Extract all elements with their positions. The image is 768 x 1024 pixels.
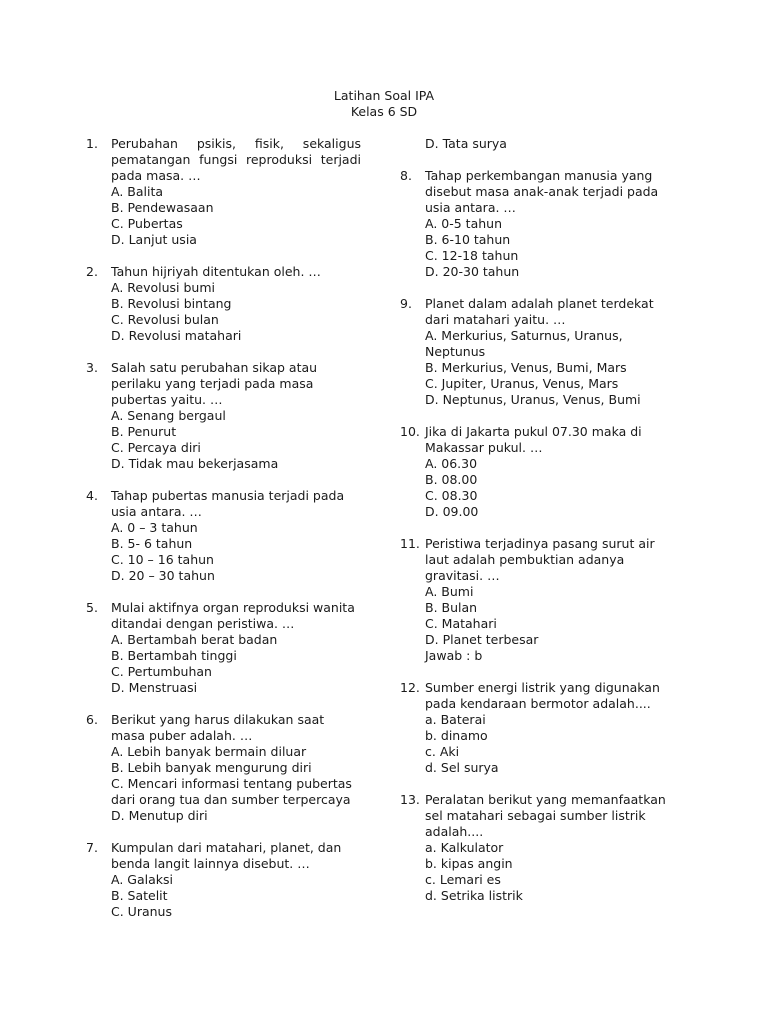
answer-option: D. Tidak mau bekerjasama bbox=[111, 456, 279, 471]
question-text: Berikut yang harus dilakukan saat masa puber adalah. … bbox=[111, 712, 325, 743]
answer-option: D. 20-30 tahun bbox=[425, 264, 520, 279]
answer-option: D. Menutup diri bbox=[111, 808, 208, 823]
answer-option: C. Mencari informasi tentang pubertas dari orang tua dan sumber terpercaya bbox=[111, 776, 352, 807]
question-number: 2. bbox=[86, 264, 98, 279]
question-text: Peristiwa terjadinya pasang surut air laut adalah pembuktian adanya gravitasi. … bbox=[425, 536, 655, 583]
question-text: Sumber energi listrik yang digunakan pada kendaraan bermotor adalah.... bbox=[425, 680, 660, 711]
answer-option: B. Bertambah tinggi bbox=[111, 648, 237, 663]
document-subtitle: Kelas 6 SD bbox=[350, 104, 418, 119]
answer-option: D. Revolusi matahari bbox=[111, 328, 242, 343]
answer-option: c. Aki bbox=[425, 744, 460, 759]
answer-option: A. Balita bbox=[111, 184, 164, 199]
answer-option: D. Neptunus, Uranus, Venus, Bumi bbox=[425, 392, 641, 407]
answer-option: B. Lebih banyak mengurung diri bbox=[111, 760, 312, 775]
answer-option: A. Revolusi bumi bbox=[111, 280, 215, 295]
question-number: 3. bbox=[86, 360, 98, 375]
question-text: Tahap pubertas manusia terjadi pada usia antara. … bbox=[111, 488, 345, 519]
question-2 bbox=[86, 264, 361, 344]
answer-option: D. Planet terbesar bbox=[425, 632, 539, 647]
answer-option: C. 12-18 tahun bbox=[425, 248, 519, 263]
answer-option: A. Bumi bbox=[425, 584, 474, 599]
right-column bbox=[400, 136, 675, 920]
answer-option: C. Revolusi bulan bbox=[111, 312, 219, 327]
question-number: 9. bbox=[400, 296, 412, 311]
question-1 bbox=[86, 136, 361, 248]
answer-option: B. Satelit bbox=[111, 888, 168, 903]
answer-option: C. Pertumbuhan bbox=[111, 664, 212, 679]
answer-option: A. Galaksi bbox=[111, 872, 173, 887]
answer-option: B. Bulan bbox=[425, 600, 478, 615]
answer-option: A. 06.30 bbox=[425, 456, 478, 471]
answer-option: B. 08.00 bbox=[425, 472, 478, 487]
question-3 bbox=[86, 360, 361, 472]
question-number: 10. bbox=[400, 424, 420, 439]
answer-key: Jawab : b bbox=[425, 648, 483, 663]
answer-option: A. Lebih banyak bermain diluar bbox=[111, 744, 307, 759]
answer-option: C. Matahari bbox=[425, 616, 497, 631]
question-number: 12. bbox=[400, 680, 420, 695]
answer-option: C. 08.30 bbox=[425, 488, 478, 503]
question-text: Mulai aktifnya organ reproduksi wanita ditandai dengan peristiwa. … bbox=[111, 600, 355, 631]
answer-option: C. Uranus bbox=[111, 904, 172, 919]
answer-option: A. 0 – 3 tahun bbox=[111, 520, 198, 535]
answer-option: B. Penurut bbox=[111, 424, 177, 439]
answer-option: c. Lemari es bbox=[425, 872, 501, 887]
left-column bbox=[86, 136, 361, 936]
answer-option: a. Kalkulator bbox=[425, 840, 504, 855]
answer-option: D. Lanjut usia bbox=[111, 232, 197, 247]
question-text: Planet dalam adalah planet terdekat dari matahari yaitu. … bbox=[425, 296, 654, 327]
document-title: Latihan Soal IPA bbox=[333, 88, 435, 103]
question-number: 7. bbox=[86, 840, 98, 855]
answer-option: d. Setrika listrik bbox=[425, 888, 523, 903]
answer-option: A. Bertambah berat badan bbox=[111, 632, 278, 647]
question-number: 13. bbox=[400, 792, 420, 807]
question-text: Perubahan psikis, fisik, sekaligus pematangan fungsi reproduksi terjadi pada masa. … bbox=[111, 136, 361, 183]
question-6 bbox=[86, 712, 361, 824]
answer-option: A. 0-5 tahun bbox=[425, 216, 502, 231]
answer-option: C. Percaya diri bbox=[111, 440, 201, 455]
question-text: Jika di Jakarta pukul 07.30 maka di Makassar pukul. … bbox=[425, 424, 642, 455]
answer-option: B. 5- 6 tahun bbox=[111, 536, 193, 551]
question-number: 6. bbox=[86, 712, 98, 727]
question-number: 1. bbox=[86, 136, 98, 151]
answer-option: C. 10 – 16 tahun bbox=[111, 552, 214, 567]
answer-option: a. Baterai bbox=[425, 712, 486, 727]
question-number: 8. bbox=[400, 168, 412, 183]
question-10 bbox=[400, 424, 675, 520]
answer-option: B. Merkurius, Venus, Bumi, Mars bbox=[425, 360, 627, 375]
answer-option: B. Revolusi bintang bbox=[111, 296, 232, 311]
answer-option: b. dinamo bbox=[425, 728, 488, 743]
answer-option: D. 20 – 30 tahun bbox=[111, 568, 215, 583]
answer-option: B. Pendewasaan bbox=[111, 200, 214, 215]
answer-option: D. 09.00 bbox=[425, 504, 479, 519]
question-8 bbox=[400, 168, 675, 280]
question-12 bbox=[400, 680, 675, 776]
question-4 bbox=[86, 488, 361, 584]
document-header bbox=[0, 88, 768, 120]
question-11 bbox=[400, 536, 675, 664]
question-text: Peralatan berikut yang memanfaatkan sel matahari sebagai sumber listrik adalah.... bbox=[425, 792, 666, 839]
answer-option: D. Menstruasi bbox=[111, 680, 198, 695]
question-number: 11. bbox=[400, 536, 420, 551]
answer-option: b. kipas angin bbox=[425, 856, 513, 871]
question-text: Kumpulan dari matahari, planet, dan benda langit lainnya disebut. … bbox=[111, 840, 342, 871]
question-7-continuation: D. Tata surya bbox=[425, 136, 507, 151]
answer-option: A. Senang bergaul bbox=[111, 408, 226, 423]
question-9 bbox=[400, 296, 675, 408]
question-7 bbox=[86, 840, 361, 920]
question-number: 5. bbox=[86, 600, 98, 615]
question-text: Salah satu perubahan sikap atau perilaku yang terjadi pada masa pubertas yaitu. … bbox=[111, 360, 318, 407]
answer-option: d. Sel surya bbox=[425, 760, 499, 775]
question-text: Tahun hijriyah ditentukan oleh. … bbox=[111, 264, 321, 279]
question-5 bbox=[86, 600, 361, 696]
answer-option: B. 6-10 tahun bbox=[425, 232, 511, 247]
question-13 bbox=[400, 792, 675, 904]
answer-option: C. Jupiter, Uranus, Venus, Mars bbox=[425, 376, 619, 391]
question-number: 4. bbox=[86, 488, 98, 503]
answer-option: C. Pubertas bbox=[111, 216, 183, 231]
question-text: Tahap perkembangan manusia yang disebut masa anak-anak terjadi pada usia antara. … bbox=[425, 168, 659, 215]
answer-option: A. Merkurius, Saturnus, Uranus, Neptunus bbox=[425, 328, 623, 359]
